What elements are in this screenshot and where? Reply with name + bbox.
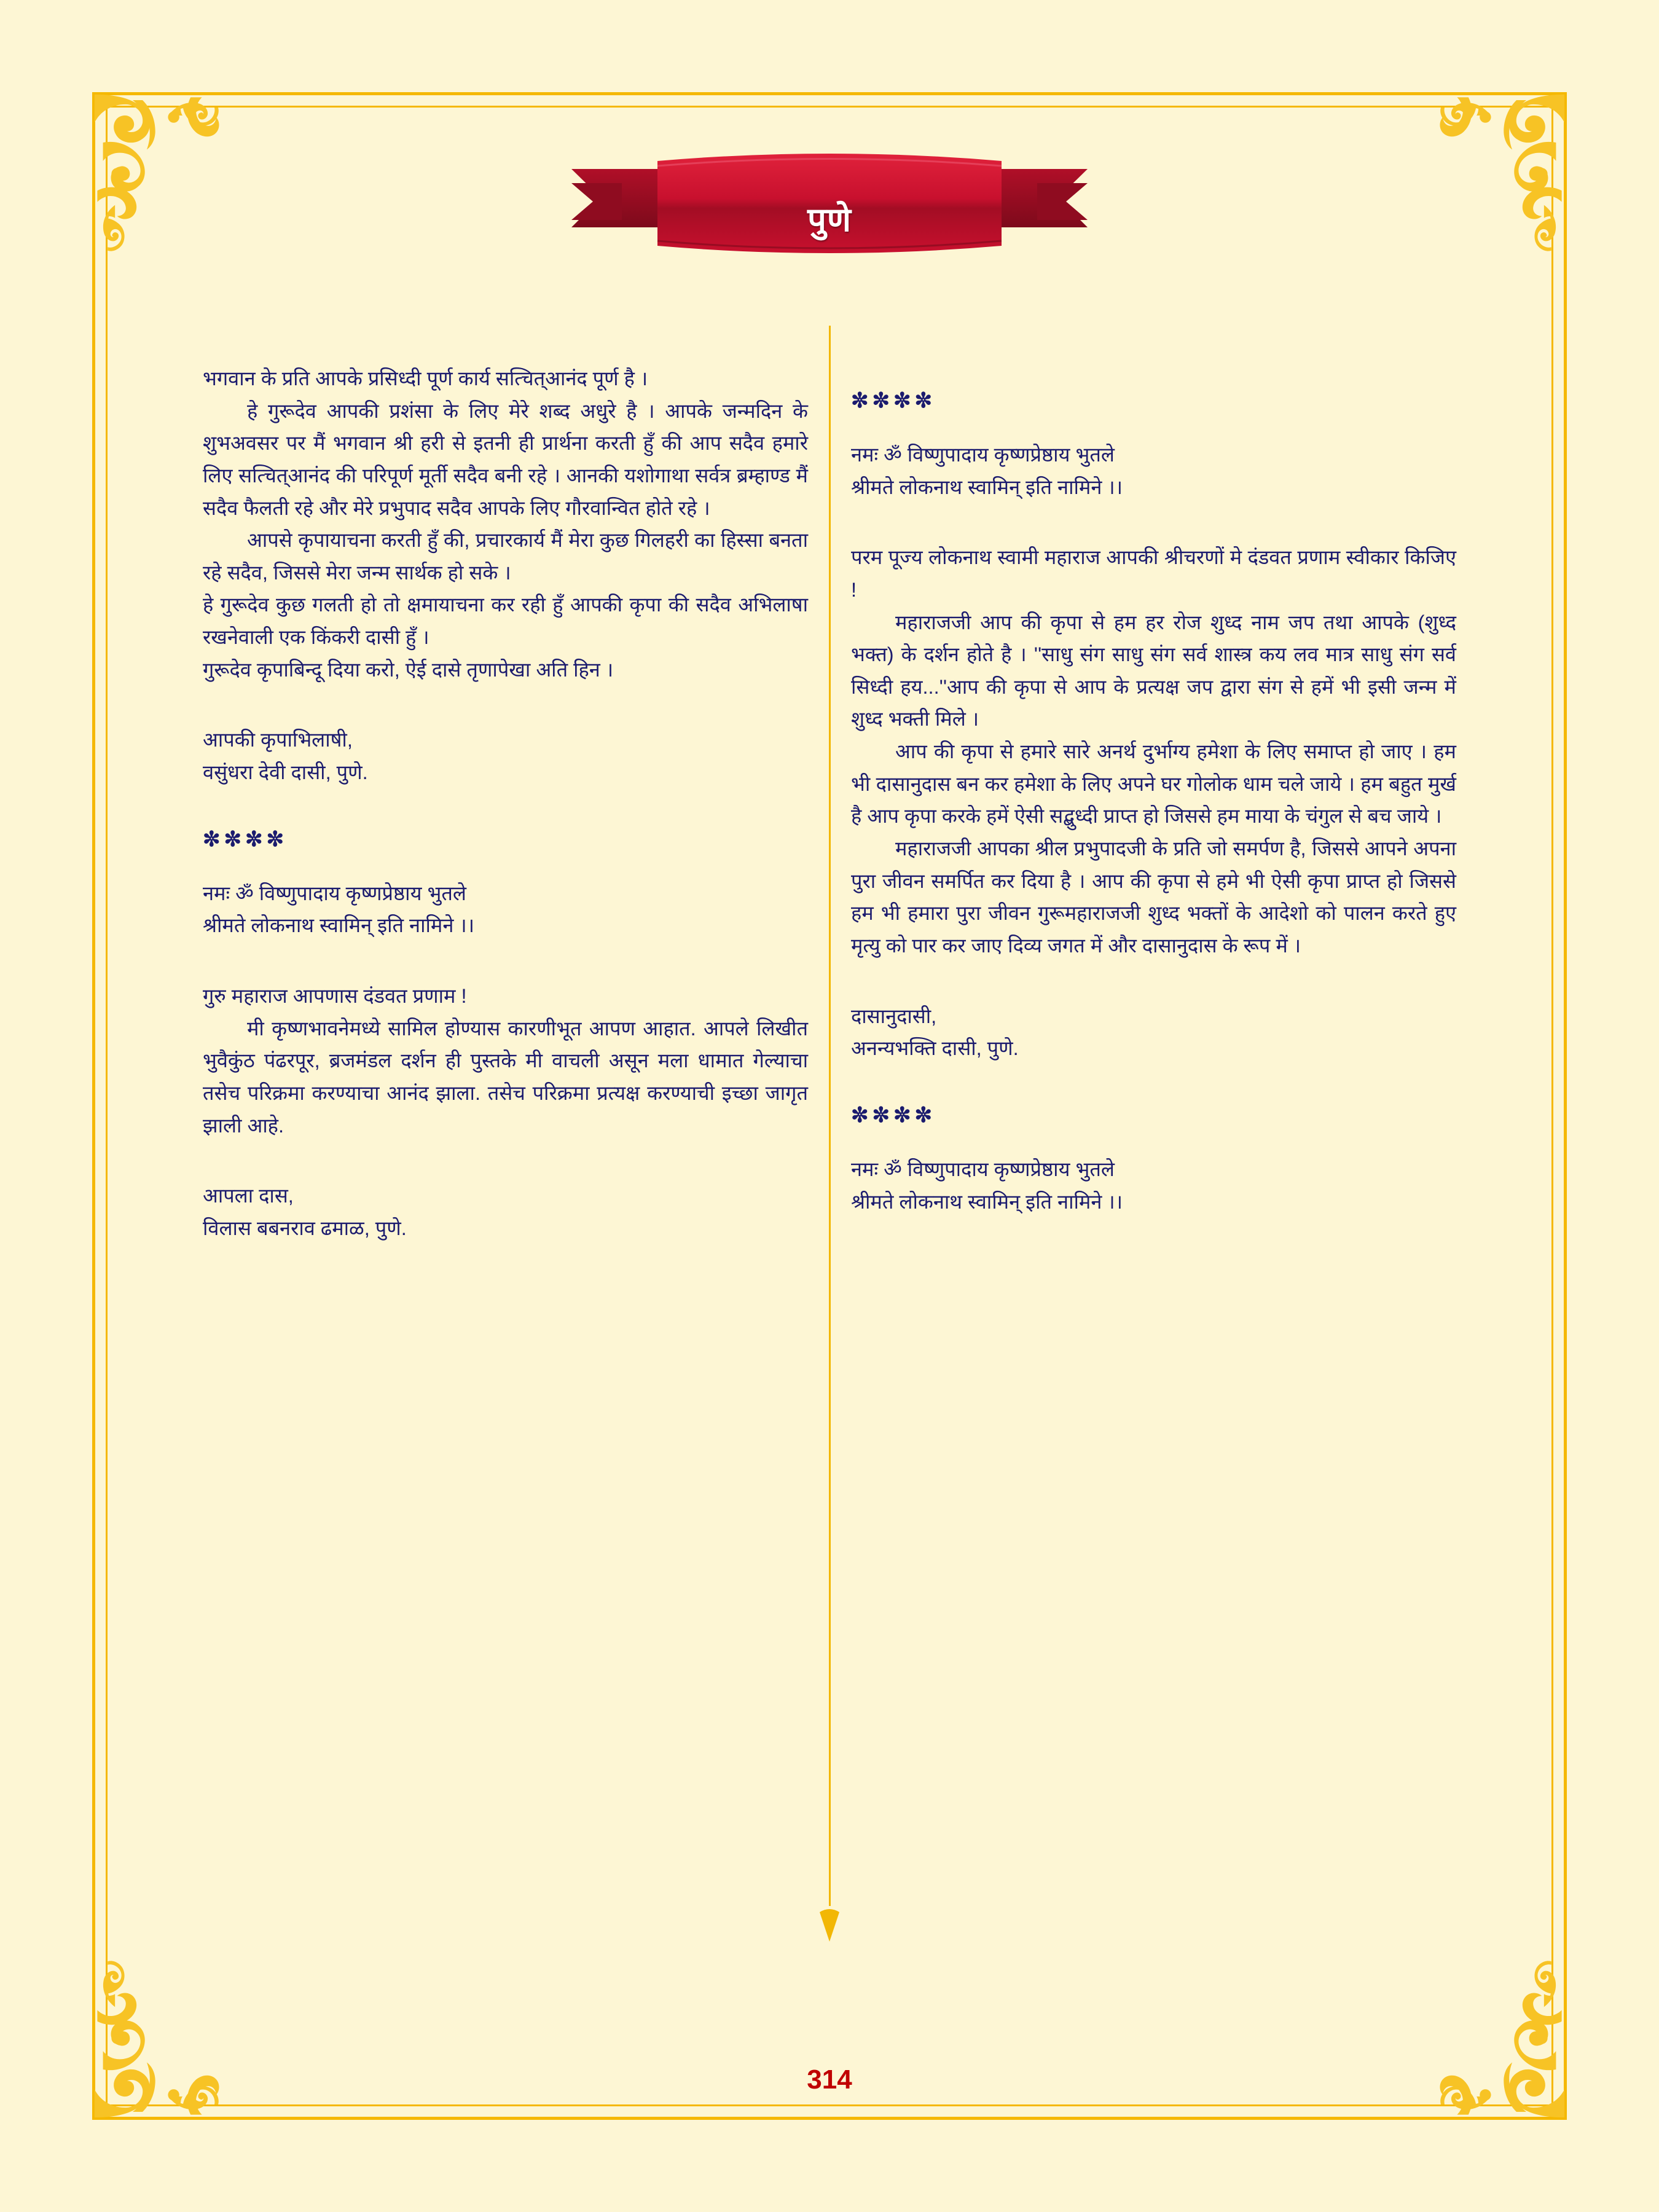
chapter-banner [565, 147, 1094, 264]
spacer [851, 413, 1456, 439]
left-column [203, 363, 808, 2009]
section-divider-stars: ✼✼✼✼ [851, 389, 936, 412]
section-divider-stars: ✼✼✼✼ [851, 1103, 936, 1127]
spacer [203, 1142, 808, 1180]
page-content [203, 363, 1456, 2009]
mantra-line: नमः ॐ विष्णुपादाय कृष्णप्रेष्ठाय भुतले [851, 444, 1115, 466]
edge-ornament-icon [1419, 91, 1493, 128]
paragraph: गुरु महाराज आपणास दंडवत प्रणाम ! [203, 984, 467, 1007]
signature-line: विलास बबनराव ढमाळ, पुणे. [203, 1217, 407, 1239]
paragraph: हे गुरूदेव आपकी प्रशंसा के लिए मेरे शब्द अधुरे है । आपके जन्मदिन के शुभअवसर पर मैं भगवान श्री हरी से इतनी ही प्रार्थना करती हुँ की आप सदैव हमारे लिए सत्चित्आनंद की परिपूर्ण मूर्ती सदैव बनी रहे । आनकी यशोगाथा सर्वत्र ब्रम्हाण्ड मैं सदैव फैलती रहे और मेरे प्रभुपाद सदैव आपके लिए गौरवान्वित होते रहे । [203, 399, 808, 519]
signature-line: आपला दास, [203, 1185, 294, 1207]
edge-ornament-icon [1531, 203, 1568, 270]
page-number: 314 [807, 2065, 852, 2095]
section-divider-stars: ✼✼✼✼ [203, 827, 288, 851]
mantra-line: नमः ॐ विष्णुपादाय कृष्णप्रेष्ठाय भुतले [203, 882, 466, 904]
mantra-line: श्रीमते लोकनाथ स्वामिन् इति नामिने ।। [851, 476, 1123, 498]
spacer [203, 942, 808, 980]
spacer [851, 363, 1456, 388]
spacer [851, 1128, 1456, 1153]
spacer [851, 503, 1456, 541]
edge-ornament-icon [166, 91, 240, 128]
edge-ornament-icon [91, 1942, 128, 2009]
paragraph: महाराजजी आप की कृपा से हम हर रोज शुध्द नाम जप तथा आपके (शुध्द भक्त) के दर्शन होते है । ''साधु संग साधु संग सर्व शास्त्र कय लव मात्र साधु संग सर्व सिध्दी हय...''आप की कृपा से आप के प्रत्यक्ष जप द्वारा संग से हमें भी इसी जन्म में शुध्द भक्ती मिले । [851, 611, 1456, 731]
signature-line: आपकी कृपाभिलाषी, [203, 729, 353, 751]
spacer [203, 686, 808, 724]
edge-ornament-icon [91, 203, 128, 270]
right-column [851, 363, 1456, 2009]
paragraph: आपसे कृपायाचना करती हुँ की, प्रचारकार्य मैं मेरा कुछ गिलहरी का हिस्सा बनता रहे सदैव, जिससे मेरा जन्म सार्थक हो सके । [203, 529, 808, 584]
edge-ornament-icon [1531, 1942, 1568, 2009]
paragraph: गुरूदेव कृपाबिन्दू दिया करो, ऐई दासे तृणापेखा अति हिन । [203, 658, 614, 681]
mantra-line: श्रीमते लोकनाथ स्वामिन् इति नामिने ।। [851, 1190, 1123, 1213]
spacer [851, 962, 1456, 1000]
paragraph: परम पूज्य लोकनाथ स्वामी महाराज आपकी श्रीचरणों मे दंडवत प्रणाम स्वीकार किजिए ! [851, 546, 1456, 601]
paragraph: महाराजजी आपका श्रील प्रभुपादजी के प्रति जो समर्पण है, जिससे आपने अपना पुरा जीवन समर्पित कर दिया है । आप की कृपा से हमे भी ऐसी कृपा प्राप्त हो जिससे हम भी हमारा पुरा जीवन गुरूमहाराजजी शुध्द भक्तों के आदेशो को पालन करते हुए मृत्यु को पार कर जाए दिव्य जगत में और दासानुदास के रूप में । [851, 837, 1456, 957]
signature-line: वसुंधरा देवी दासी, पुणे. [203, 761, 368, 784]
chapter-title: पुणे [807, 202, 852, 238]
paragraph: हे गुरूदेव कुछ गलती हो तो क्षमायाचना कर रही हुँ आपकी कृपा की सदैव अभिलाषा रखनेवाली एक किंकरी दासी हुँ । [203, 594, 808, 649]
spacer [203, 852, 808, 877]
mantra-line: श्रीमते लोकनाथ स्वामिन् इति नामिने ।। [203, 914, 475, 937]
signature-line: दासानुदासी, [851, 1005, 937, 1027]
paragraph: मी कृष्णभावनेमध्ये सामिल होण्यास कारणीभूत आपण आहात. आपले लिखीत भुवैकुंठ पंढरपूर, ब्रजमंडल दर्शन ही पुस्तके मी वाचली असून मला धामात गेल्याचा तसेच परिक्रमा करण्याचा आनंद झाला. तसेच परिक्रमा प्रत्यक्ष करण्याची इच्छा जागृत झाली आहे. [203, 1017, 808, 1137]
paragraph: आप की कृपा से हमारे सारे अनर्थ दुर्भाग्य हमेशा के लिए समाप्त हो जाए । हम भी दासानुदास बन कर हमेशा के लिए अपने घर गोलोक धाम चले जाये । हम बहुत मुर्ख है आप कृपा करके हमें ऐसी सद्बुध्दी प्राप्त हो जिससे हम माया के चंगुल से बच जाये । [851, 740, 1456, 828]
spacer [851, 1065, 1456, 1103]
paragraph: भगवान के प्रति आपके प्रसिध्दी पूर्ण कार्य सत्चित्आनंद पूर्ण है । [203, 367, 648, 390]
spacer [203, 789, 808, 827]
signature-line: अनन्यभक्ति दासी, पुणे. [851, 1037, 1019, 1060]
mantra-line: नमः ॐ विष्णुपादाय कृष्णप्रेष्ठाय भुतले [851, 1158, 1115, 1180]
